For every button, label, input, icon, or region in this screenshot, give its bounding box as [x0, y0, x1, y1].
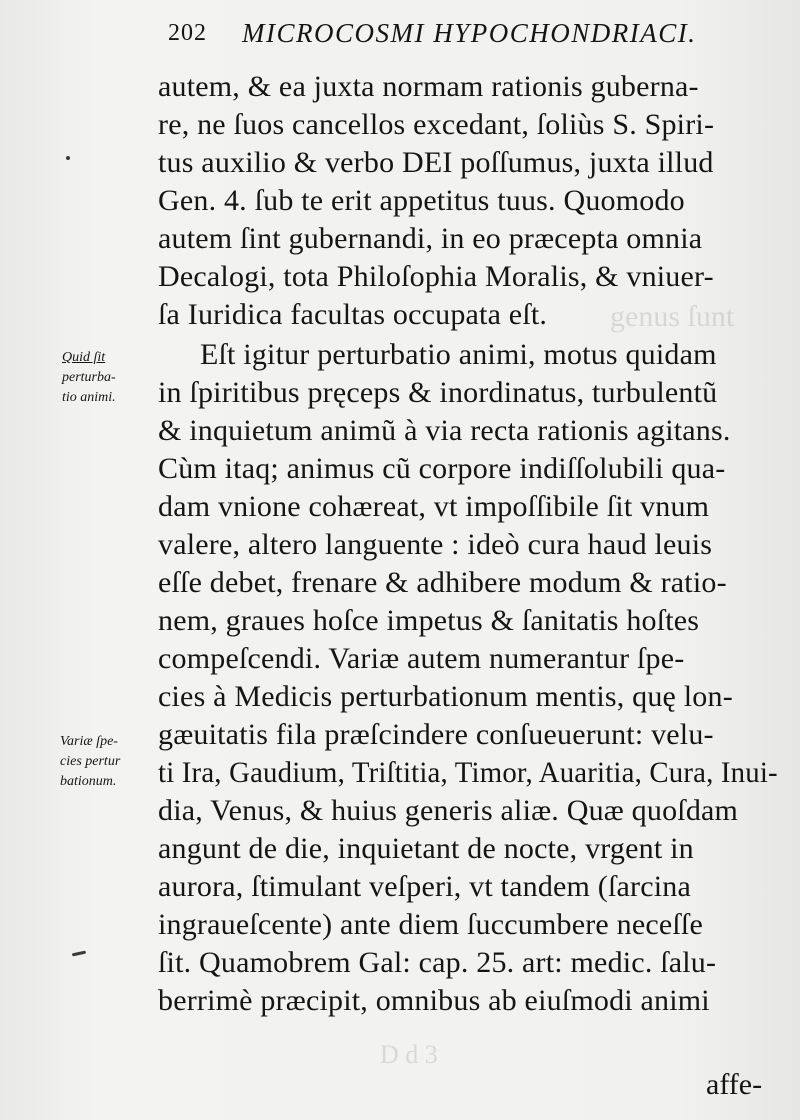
text-line: tus auxilio & verbo DEI poſſumus, juxta illud [158, 146, 714, 179]
marginal-note-line: bationum. [60, 774, 117, 789]
text-line: ſit. Quamobrem Gal: cap. 25. art: medic. ſalu- [158, 946, 717, 979]
ink-speck [66, 156, 70, 160]
text-line: ingraueſcente) ante diem ſuccumbere neceſſe [158, 908, 703, 941]
text-line: cies à Medicis perturbationum mentis, quę lon- [158, 680, 733, 713]
text-line: ti Ira, Gaudium, Triſtitia, Timor, Auaritia, Cura, Inui- [158, 756, 778, 789]
marginal-note-line: Variæ ſpe- [60, 734, 118, 749]
text-line: autem ſint gubernandi, in eo præcepta omnia [158, 222, 703, 255]
marginal-note-line: Quid ſit [62, 350, 106, 365]
text-line: eſſe debet, frenare & adhibere modum & ratio- [158, 566, 727, 599]
text-line: re, ne ſuos cancellos excedant, ſoliùs S. Spiri- [158, 108, 715, 141]
marginal-note-line: perturba- [62, 370, 116, 385]
text-line: angunt de die, inquietant de nocte, vrgent in [158, 832, 694, 865]
text-line: gæuitatis fila præſcindere conſueuerunt: velu- [158, 718, 714, 751]
show-through-text: D d 3 [380, 1040, 438, 1069]
marginal-note-definition [62, 348, 116, 408]
running-title: MICROCOSMI HYPOCHONDRIACI. [242, 18, 697, 48]
text-line: autem, & ea juxta normam rationis guberna- [158, 70, 699, 103]
text-line: dam vnione cohæreat, vt impoſſibile ſit vnum [158, 490, 710, 523]
text-line: ſa Iuridica facultas occupata eſt. [158, 298, 548, 331]
text-line: berrimè præcipit, omnibus ab eiuſmodi animi [158, 984, 710, 1017]
catchword: affe- [706, 1068, 763, 1101]
show-through-text: genus ſunt [610, 300, 735, 333]
text-line: Cùm itaq; animus cũ corpore indiſſolubili qua- [158, 452, 726, 485]
marginal-note-line: tio animi. [62, 390, 116, 405]
running-head [160, 14, 780, 54]
text-line: Gen. 4. ſub te erit appetitus tuus. Quomodo [158, 184, 685, 217]
text-line: compeſcendi. Variæ autem numerantur ſpe- [158, 642, 685, 675]
text-line: dia, Venus, & huius generis aliæ. Quæ quoſdam [158, 794, 739, 827]
text-line: aurora, ſtimulant veſperi, vt tandem (ſarcina [158, 870, 691, 903]
paragraph-first-line: Eſt igitur perturbatio animi, motus quidam [200, 338, 717, 371]
marginal-note-line: cies pertur [60, 754, 121, 769]
text-line: Decalogi, tota Philoſophia Moralis, & vniuer- [158, 260, 714, 293]
page-number: 202 [168, 20, 207, 46]
marginal-note-species [60, 732, 120, 792]
ink-mark [72, 951, 86, 957]
text-line: valere, altero languente : ideò cura haud leuis [158, 528, 713, 561]
text-line: nem, graues hoſce impetus & ſanitatis hoſtes [158, 604, 700, 637]
text-line: & inquietum animũ à via recta rationis agitans. [158, 414, 731, 447]
text-line: in ſpiritibus pręceps & inordinatus, turbulentũ [158, 376, 718, 409]
